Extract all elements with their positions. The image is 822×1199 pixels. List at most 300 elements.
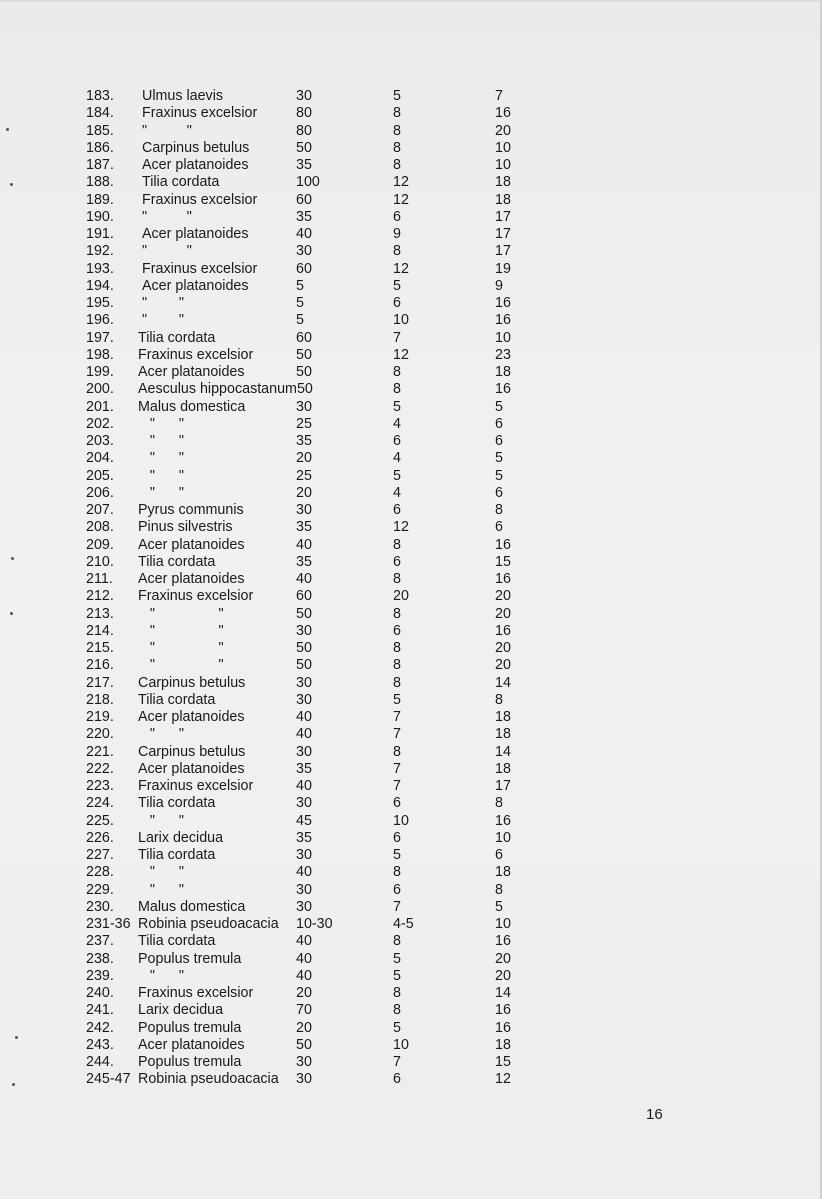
value-col-2: 8 bbox=[393, 640, 401, 656]
table-row bbox=[0, 847, 822, 864]
species-name: Larix decidua bbox=[138, 829, 224, 846]
value-col-3: 16 bbox=[495, 105, 511, 122]
table-row bbox=[0, 657, 822, 674]
table-row bbox=[0, 261, 822, 278]
species-name: Acer platanoides bbox=[138, 364, 245, 380]
value-col-3: 16 bbox=[495, 622, 511, 639]
value-col-3: 20 bbox=[495, 588, 511, 605]
value-col-2: 6 bbox=[393, 295, 401, 311]
value-col-1: 30 bbox=[296, 622, 312, 639]
table-row bbox=[0, 157, 822, 174]
value-col-2: 10 bbox=[393, 812, 409, 829]
table-row bbox=[0, 123, 822, 140]
value-col-2: 7 bbox=[393, 898, 401, 915]
value-col-3: 14 bbox=[495, 985, 511, 1001]
value-col-2: 8 bbox=[393, 381, 401, 398]
tree-number: 201. bbox=[86, 398, 114, 415]
species-name: " " bbox=[142, 243, 192, 260]
table-row bbox=[0, 278, 822, 295]
tree-number: 202. bbox=[86, 415, 114, 432]
value-col-2: 8 bbox=[393, 657, 401, 674]
value-col-2: 5 bbox=[393, 467, 401, 484]
value-col-3: 9 bbox=[495, 277, 503, 294]
value-col-1: 20 bbox=[296, 1019, 312, 1036]
value-col-2: 6 bbox=[393, 829, 401, 846]
value-col-2: 12 bbox=[393, 260, 409, 277]
table-row bbox=[0, 933, 822, 950]
table-row bbox=[0, 813, 822, 830]
species-name: " " bbox=[138, 467, 184, 484]
table-row bbox=[0, 399, 822, 416]
species-name: " " bbox=[138, 657, 224, 674]
tree-inventory-table bbox=[0, 88, 822, 1089]
value-col-2: 6 bbox=[393, 881, 401, 898]
tree-number: 227. bbox=[86, 847, 114, 863]
table-row bbox=[0, 830, 822, 847]
value-col-1: 30 bbox=[296, 691, 312, 708]
table-row bbox=[0, 243, 822, 260]
tree-number: 183. bbox=[86, 88, 114, 104]
table-row bbox=[0, 485, 822, 502]
tree-number: 215. bbox=[86, 640, 114, 656]
value-col-3: 16 bbox=[495, 1002, 511, 1019]
tree-number: 225. bbox=[86, 812, 114, 829]
value-col-2: 7 bbox=[393, 709, 401, 725]
species-name: Fraxinus excelsior bbox=[142, 191, 258, 208]
tree-number: 199. bbox=[86, 364, 114, 380]
tree-number: 197. bbox=[86, 329, 114, 346]
tree-number: 213. bbox=[86, 605, 114, 622]
value-col-1: 35 bbox=[296, 157, 312, 173]
table-row bbox=[0, 364, 822, 381]
value-col-1: 5 bbox=[296, 312, 304, 329]
tree-number: 214. bbox=[86, 622, 114, 639]
value-col-3: 6 bbox=[495, 484, 503, 501]
value-col-3: 20 bbox=[495, 122, 511, 139]
species-name: Robinia pseudoacacia bbox=[138, 916, 279, 932]
tree-number: 189. bbox=[86, 191, 114, 208]
value-col-3: 6 bbox=[495, 847, 503, 863]
value-col-3: 23 bbox=[495, 346, 511, 363]
tree-number: 222. bbox=[86, 760, 114, 777]
value-col-3: 12 bbox=[495, 1071, 511, 1088]
species-name: Tilia cordata bbox=[138, 933, 216, 950]
value-col-1: 35 bbox=[296, 553, 312, 570]
value-col-1: 50 bbox=[296, 1036, 312, 1053]
value-col-2: 7 bbox=[393, 1054, 401, 1070]
table-row bbox=[0, 588, 822, 605]
value-col-1: 10-30 bbox=[296, 916, 333, 932]
value-col-1: 50 bbox=[296, 657, 312, 674]
value-col-1: 20 bbox=[296, 450, 312, 467]
value-col-3: 18 bbox=[495, 174, 511, 191]
value-col-3: 6 bbox=[495, 433, 503, 449]
species-name: " " bbox=[142, 122, 192, 139]
value-col-2: 9 bbox=[393, 226, 401, 242]
value-col-2: 10 bbox=[393, 1036, 409, 1053]
table-row bbox=[0, 882, 822, 899]
value-col-2: 8 bbox=[393, 605, 401, 622]
value-col-1: 30 bbox=[296, 243, 312, 260]
table-row bbox=[0, 623, 822, 640]
species-name: Acer platanoides bbox=[138, 536, 245, 553]
table-row bbox=[0, 330, 822, 347]
value-col-2: 7 bbox=[393, 329, 401, 346]
value-col-3: 5 bbox=[495, 898, 503, 915]
tree-number: 204. bbox=[86, 450, 114, 467]
tree-number: 187. bbox=[86, 157, 114, 173]
table-row bbox=[0, 675, 822, 692]
value-col-3: 19 bbox=[495, 260, 511, 277]
value-col-3: 5 bbox=[495, 467, 503, 484]
value-col-3: 7 bbox=[495, 88, 503, 104]
value-col-2: 8 bbox=[393, 1002, 401, 1019]
tree-number: 192. bbox=[86, 243, 114, 260]
value-col-1: 50 bbox=[296, 139, 312, 156]
species-name: Larix decidua bbox=[138, 1002, 224, 1019]
value-col-2: 4 bbox=[393, 415, 401, 432]
value-col-2: 6 bbox=[393, 433, 401, 449]
tree-number: 242. bbox=[86, 1019, 114, 1036]
tree-number: 218. bbox=[86, 691, 114, 708]
table-row bbox=[0, 951, 822, 968]
species-name: " " bbox=[142, 208, 192, 225]
tree-number: 238. bbox=[86, 950, 114, 967]
value-col-3: 17 bbox=[495, 243, 511, 260]
tree-number: 203. bbox=[86, 433, 114, 449]
value-col-2: 12 bbox=[393, 346, 409, 363]
species-name: Populus tremula bbox=[138, 1019, 242, 1036]
page-number: 16 bbox=[646, 1106, 663, 1123]
value-col-3: 10 bbox=[495, 916, 511, 932]
table-row bbox=[0, 502, 822, 519]
value-col-2: 20 bbox=[393, 588, 409, 605]
species-name: " " bbox=[138, 881, 184, 898]
value-col-3: 18 bbox=[495, 760, 511, 777]
table-row bbox=[0, 88, 822, 105]
value-col-1: 20 bbox=[296, 484, 312, 501]
value-col-2: 8 bbox=[393, 139, 401, 156]
value-col-2: 12 bbox=[393, 191, 409, 208]
value-col-1: 30 bbox=[296, 795, 312, 812]
value-col-3: 8 bbox=[495, 795, 503, 812]
value-col-3: 5 bbox=[495, 398, 503, 415]
value-col-3: 16 bbox=[495, 812, 511, 829]
value-col-2: 4 bbox=[393, 484, 401, 501]
species-name: Populus tremula bbox=[138, 950, 242, 967]
species-name: Acer platanoides bbox=[138, 571, 245, 587]
species-name: Ulmus laevis bbox=[142, 88, 224, 104]
value-col-1: 50 bbox=[296, 346, 312, 363]
value-col-3: 17 bbox=[495, 778, 511, 794]
tree-number: 212. bbox=[86, 588, 114, 605]
tree-number: 220. bbox=[86, 726, 114, 743]
value-col-1: 40 bbox=[296, 933, 312, 950]
tree-number: 190. bbox=[86, 208, 114, 225]
species-name: Acer platanoides bbox=[138, 709, 245, 725]
value-col-2: 10 bbox=[393, 312, 409, 329]
value-col-2: 5 bbox=[393, 398, 401, 415]
species-name: Carpinus betulus bbox=[138, 674, 246, 691]
value-col-2: 8 bbox=[393, 864, 401, 881]
table-row bbox=[0, 433, 822, 450]
tree-number: 245-47 bbox=[86, 1071, 131, 1088]
tree-number: 217. bbox=[86, 674, 114, 691]
value-col-2: 8 bbox=[393, 985, 401, 1001]
table-row bbox=[0, 726, 822, 743]
tree-number: 207. bbox=[86, 502, 114, 518]
value-col-2: 8 bbox=[393, 536, 401, 553]
value-col-2: 8 bbox=[393, 157, 401, 173]
tree-number: 240. bbox=[86, 985, 114, 1001]
value-col-2: 6 bbox=[393, 208, 401, 225]
value-col-3: 17 bbox=[495, 208, 511, 225]
value-col-1: 35 bbox=[296, 829, 312, 846]
species-name: " " bbox=[138, 967, 184, 984]
tree-number: 229. bbox=[86, 881, 114, 898]
species-name: " " bbox=[142, 312, 184, 329]
tree-number: 223. bbox=[86, 778, 114, 794]
tree-number: 221. bbox=[86, 743, 114, 760]
value-col-2: 5 bbox=[393, 691, 401, 708]
value-col-1: 30 bbox=[296, 88, 312, 104]
tree-number: 208. bbox=[86, 519, 114, 536]
table-row bbox=[0, 312, 822, 329]
species-name: Robinia pseudoacacia bbox=[138, 1071, 279, 1088]
species-name: Aesculus hippocastanum50 bbox=[138, 381, 313, 398]
value-col-2: 6 bbox=[393, 553, 401, 570]
table-row bbox=[0, 709, 822, 726]
species-name: Populus tremula bbox=[138, 1054, 242, 1070]
table-row bbox=[0, 1020, 822, 1037]
value-col-1: 30 bbox=[296, 1054, 312, 1070]
value-col-3: 15 bbox=[495, 1054, 511, 1070]
value-col-1: 30 bbox=[296, 1071, 312, 1088]
value-col-1: 40 bbox=[296, 571, 312, 587]
tree-number: 194. bbox=[86, 277, 114, 294]
tree-number: 209. bbox=[86, 536, 114, 553]
tree-number: 196. bbox=[86, 312, 114, 329]
tree-number: 224. bbox=[86, 795, 114, 812]
value-col-3: 16 bbox=[495, 536, 511, 553]
species-name: Tilia cordata bbox=[138, 847, 216, 863]
species-name: Fraxinus excelsior bbox=[138, 985, 254, 1001]
tree-number: 206. bbox=[86, 484, 114, 501]
value-col-2: 5 bbox=[393, 967, 401, 984]
species-name: Fraxinus excelsior bbox=[142, 260, 258, 277]
table-row bbox=[0, 968, 822, 985]
value-col-1: 25 bbox=[296, 467, 312, 484]
value-col-2: 8 bbox=[393, 933, 401, 950]
value-col-1: 40 bbox=[296, 950, 312, 967]
value-col-3: 10 bbox=[495, 329, 511, 346]
table-row bbox=[0, 864, 822, 881]
value-col-3: 16 bbox=[495, 1019, 511, 1036]
table-row bbox=[0, 1037, 822, 1054]
value-col-3: 20 bbox=[495, 640, 511, 656]
value-col-1: 40 bbox=[296, 709, 312, 725]
species-name: Acer platanoides bbox=[142, 226, 249, 242]
value-col-1: 40 bbox=[296, 536, 312, 553]
table-row bbox=[0, 1054, 822, 1071]
value-col-3: 8 bbox=[495, 502, 503, 518]
tree-number: 211. bbox=[86, 571, 113, 587]
value-col-3: 16 bbox=[495, 933, 511, 950]
value-col-1: 70 bbox=[296, 1002, 312, 1019]
value-col-1: 50 bbox=[296, 640, 312, 656]
species-name: " " bbox=[142, 295, 184, 311]
value-col-2: 5 bbox=[393, 1019, 401, 1036]
value-col-2: 12 bbox=[393, 174, 409, 191]
species-name: Acer platanoides bbox=[138, 760, 245, 777]
value-col-1: 45 bbox=[296, 812, 312, 829]
value-col-1: 20 bbox=[296, 985, 312, 1001]
table-row bbox=[0, 174, 822, 191]
value-col-1: 40 bbox=[296, 726, 312, 743]
value-col-3: 18 bbox=[495, 191, 511, 208]
value-col-3: 18 bbox=[495, 364, 511, 380]
table-row bbox=[0, 209, 822, 226]
value-col-2: 8 bbox=[393, 364, 401, 380]
tree-number: 231-36 bbox=[86, 916, 131, 932]
value-col-1: 30 bbox=[296, 847, 312, 863]
value-col-3: 8 bbox=[495, 691, 503, 708]
species-name: " " bbox=[138, 726, 184, 743]
value-col-1: 35 bbox=[296, 208, 312, 225]
value-col-1: 60 bbox=[296, 260, 312, 277]
value-col-2: 6 bbox=[393, 795, 401, 812]
value-col-2: 8 bbox=[393, 243, 401, 260]
tree-number: 241. bbox=[86, 1002, 114, 1019]
value-col-1: 100 bbox=[296, 174, 320, 191]
tree-number: 188. bbox=[86, 174, 114, 191]
value-col-3: 20 bbox=[495, 967, 511, 984]
table-row bbox=[0, 795, 822, 812]
table-row bbox=[0, 537, 822, 554]
value-col-1: 50 bbox=[296, 605, 312, 622]
value-col-2: 5 bbox=[393, 88, 401, 104]
value-col-3: 18 bbox=[495, 709, 511, 725]
value-col-2: 7 bbox=[393, 778, 401, 794]
tree-number: 243. bbox=[86, 1036, 114, 1053]
page-edge-top bbox=[0, 0, 822, 2]
species-name: Fraxinus excelsior bbox=[142, 105, 258, 122]
value-col-2: 5 bbox=[393, 277, 401, 294]
value-col-1: 25 bbox=[296, 415, 312, 432]
value-col-2: 6 bbox=[393, 622, 401, 639]
tree-number: 198. bbox=[86, 346, 114, 363]
value-col-3: 5 bbox=[495, 450, 503, 467]
tree-number: 219. bbox=[86, 709, 114, 725]
value-col-1: 35 bbox=[296, 433, 312, 449]
value-col-3: 15 bbox=[495, 553, 511, 570]
table-row bbox=[0, 554, 822, 571]
value-col-2: 6 bbox=[393, 1071, 401, 1088]
value-col-1: 30 bbox=[296, 881, 312, 898]
species-name: Malus domestica bbox=[138, 898, 246, 915]
species-name: Acer platanoides bbox=[138, 1036, 245, 1053]
tree-number: 195. bbox=[86, 295, 114, 311]
value-col-3: 10 bbox=[495, 139, 511, 156]
value-col-1: 50 bbox=[296, 364, 312, 380]
species-name: " " bbox=[138, 433, 184, 449]
table-row bbox=[0, 916, 822, 933]
value-col-3: 14 bbox=[495, 743, 511, 760]
tree-number: 191. bbox=[86, 226, 114, 242]
value-col-3: 18 bbox=[495, 864, 511, 881]
value-col-3: 10 bbox=[495, 829, 511, 846]
value-col-3: 16 bbox=[495, 295, 511, 311]
value-col-1: 40 bbox=[296, 226, 312, 242]
table-row bbox=[0, 744, 822, 761]
value-col-3: 17 bbox=[495, 226, 511, 242]
table-row bbox=[0, 692, 822, 709]
value-col-1: 5 bbox=[296, 295, 304, 311]
species-name: Acer platanoides bbox=[142, 157, 249, 173]
tree-number: 228. bbox=[86, 864, 114, 881]
value-col-1: 35 bbox=[296, 519, 312, 536]
value-col-1: 80 bbox=[296, 122, 312, 139]
value-col-2: 6 bbox=[393, 502, 401, 518]
tree-number: 237. bbox=[86, 933, 114, 950]
species-name: " " bbox=[138, 812, 184, 829]
table-row bbox=[0, 1071, 822, 1088]
value-col-1: 30 bbox=[296, 743, 312, 760]
value-col-3: 18 bbox=[495, 726, 511, 743]
value-col-3: 10 bbox=[495, 157, 511, 173]
species-name: Carpinus betulus bbox=[142, 139, 250, 156]
value-col-1: 60 bbox=[296, 191, 312, 208]
species-name: Malus domestica bbox=[138, 398, 246, 415]
value-col-3: 14 bbox=[495, 674, 511, 691]
value-col-2: 5 bbox=[393, 847, 401, 863]
table-row bbox=[0, 761, 822, 778]
species-name: Pyrus communis bbox=[138, 502, 244, 518]
value-col-1: 40 bbox=[296, 778, 312, 794]
species-name: Tilia cordata bbox=[138, 329, 216, 346]
table-row bbox=[0, 140, 822, 157]
value-col-2: 4-5 bbox=[393, 916, 414, 932]
table-row bbox=[0, 519, 822, 536]
value-col-2: 8 bbox=[393, 743, 401, 760]
table-row bbox=[0, 778, 822, 795]
tree-number: 216. bbox=[86, 657, 114, 674]
value-col-2: 7 bbox=[393, 760, 401, 777]
tree-number: 193. bbox=[86, 260, 114, 277]
table-row bbox=[0, 571, 822, 588]
species-name: " " bbox=[138, 864, 184, 881]
species-name: " " bbox=[138, 450, 184, 467]
value-col-1: 60 bbox=[296, 329, 312, 346]
value-col-2: 8 bbox=[393, 571, 401, 587]
tree-number: 239. bbox=[86, 967, 114, 984]
species-name: Fraxinus excelsior bbox=[138, 346, 254, 363]
value-col-1: 30 bbox=[296, 398, 312, 415]
table-row bbox=[0, 899, 822, 916]
species-name: Fraxinus excelsior bbox=[138, 588, 254, 605]
species-name: " " bbox=[138, 415, 184, 432]
table-row bbox=[0, 985, 822, 1002]
value-col-2: 8 bbox=[393, 122, 401, 139]
table-row bbox=[0, 381, 822, 398]
value-col-3: 16 bbox=[495, 381, 511, 398]
species-name: Tilia cordata bbox=[138, 795, 216, 812]
tree-number: 185. bbox=[86, 122, 114, 139]
value-col-3: 20 bbox=[495, 657, 511, 674]
value-col-1: 40 bbox=[296, 864, 312, 881]
value-col-1: 40 bbox=[296, 967, 312, 984]
tree-number: 205. bbox=[86, 467, 114, 484]
